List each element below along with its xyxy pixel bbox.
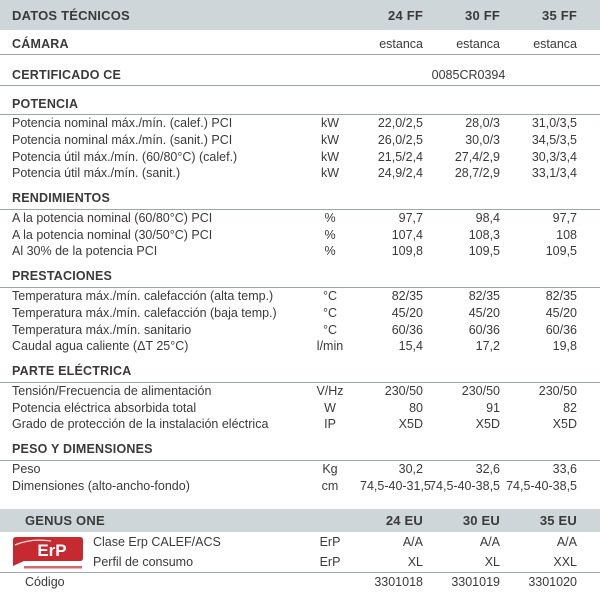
model-header: 24 FF xyxy=(388,7,423,23)
section-heading xyxy=(0,33,600,55)
spec-unit: kW xyxy=(320,149,340,164)
product-code-row xyxy=(0,572,600,591)
spec-label: Peso xyxy=(12,461,41,476)
spec-unit: °C xyxy=(322,289,338,304)
spec-value: 98,4 xyxy=(475,211,500,226)
spec-label: Potencia útil máx./mín. (60/80°C) (calef.) xyxy=(12,149,238,164)
spec-unit: % xyxy=(324,227,336,242)
spec-label: A la potencia nominal (60/80°C) PCI xyxy=(12,211,213,226)
spec-section xyxy=(0,266,600,355)
spec-value: 15,4 xyxy=(398,339,423,354)
model-header: 35 FF xyxy=(542,7,577,23)
spec-row xyxy=(0,461,600,478)
spec-value: X5D xyxy=(552,417,577,432)
spec-unit: IP xyxy=(324,417,336,432)
spec-value: 74,5-40-31,5 xyxy=(360,478,431,493)
section-title: POTENCIA xyxy=(12,96,79,111)
spec-value: 26,0/2,5 xyxy=(377,133,423,148)
spec-label: Temperatura máx./mín. calefacción (baja temp.) xyxy=(12,305,277,320)
spec-row xyxy=(0,210,600,227)
section-title: CERTIFICADO CE xyxy=(12,67,122,82)
spec-unit: Kg xyxy=(322,461,338,476)
spec-unit: l/min xyxy=(316,339,344,354)
spec-value: 33,6 xyxy=(552,461,577,476)
spec-row xyxy=(0,243,600,260)
spec-label: Potencia nominal máx./mín. (calef.) PCI xyxy=(12,116,233,131)
erp-label: Clase Erp CALEF/ACS xyxy=(93,535,221,549)
section-title: CÁMARA xyxy=(12,36,69,51)
spec-value: 82/35 xyxy=(391,289,423,304)
erp-row xyxy=(0,552,600,572)
section-title: PARTE ELÉCTRICA xyxy=(12,364,132,379)
spec-table-header xyxy=(0,0,600,30)
spec-value: 21,5/2,4 xyxy=(377,149,423,164)
section-title: RENDIMIENTOS xyxy=(12,191,111,206)
section-heading xyxy=(0,361,600,383)
erp-row xyxy=(0,532,600,552)
spec-row xyxy=(0,477,600,494)
erp-value: XL xyxy=(484,555,500,569)
spec-label: Potencia eléctrica absorbida total xyxy=(12,400,197,415)
section-heading xyxy=(0,188,600,210)
erp-unit: ErP xyxy=(319,555,341,569)
spec-section xyxy=(0,33,600,55)
erp-section xyxy=(0,532,600,591)
product-code: 3301019 xyxy=(451,575,500,589)
section-value: estanca xyxy=(456,36,500,51)
spec-section xyxy=(0,361,600,433)
spec-value: 74,5-40-38,5 xyxy=(506,478,577,493)
spec-value: 109,5 xyxy=(545,244,577,259)
spec-value: 45/20 xyxy=(468,305,500,320)
spec-row xyxy=(0,399,600,416)
spec-unit: % xyxy=(324,244,336,259)
spec-value: 22,0/2,5 xyxy=(377,116,423,131)
spec-row xyxy=(0,115,600,132)
spec-unit: kW xyxy=(320,133,340,148)
spec-label: Potencia útil máx./mín. (sanit.) xyxy=(12,166,181,181)
spec-label: Temperatura máx./mín. sanitario xyxy=(12,322,192,337)
spec-row xyxy=(0,226,600,243)
spec-row xyxy=(0,148,600,165)
model-header: 30 FF xyxy=(465,7,500,23)
spec-value: 108,3 xyxy=(468,227,500,242)
erp-logo-text: ErP xyxy=(37,541,67,560)
spec-value: 32,6 xyxy=(475,461,500,476)
section-title: PESO Y DIMENSIONES xyxy=(12,442,153,457)
erp-value: A/A xyxy=(402,535,423,549)
spec-label: Tensión/Frecuencia de alimentación xyxy=(12,383,212,398)
spec-unit: % xyxy=(324,211,336,226)
model-header: 24 EU xyxy=(385,513,423,528)
spec-label: Temperatura máx./mín. calefacción (alta temp.) xyxy=(12,289,274,304)
code-label: Código xyxy=(25,575,65,589)
section-heading xyxy=(0,64,600,86)
erp-logo-caption xyxy=(24,566,82,569)
spec-value: 109,5 xyxy=(468,244,500,259)
spec-value: 31,0/3,5 xyxy=(531,116,577,131)
spec-value: 60/36 xyxy=(468,322,500,337)
model-header: 35 EU xyxy=(539,513,577,528)
spec-sections xyxy=(0,33,600,494)
spec-value: 28,7/2,9 xyxy=(454,166,500,181)
product-code: 3301020 xyxy=(528,575,577,589)
spec-value: 27,4/2,9 xyxy=(454,149,500,164)
section-title: PRESTACIONES xyxy=(12,269,113,284)
spec-row xyxy=(0,288,600,305)
spec-unit: W xyxy=(324,400,336,415)
section-value: estanca xyxy=(379,36,423,51)
spec-value: 108 xyxy=(556,227,577,242)
spec-section xyxy=(0,93,600,182)
erp-unit: ErP xyxy=(319,535,341,549)
spec-value: 82 xyxy=(563,400,577,415)
spec-value: 45/20 xyxy=(545,305,577,320)
spec-value: 74,5-40-38,5 xyxy=(429,478,500,493)
spec-value: 24,9/2,4 xyxy=(377,166,423,181)
section-heading xyxy=(0,93,600,115)
spec-value: 28,0/3 xyxy=(465,116,500,131)
spec-value: 34,5/3,5 xyxy=(531,133,577,148)
spec-label: Caudal agua caliente (ΔT 25°C) xyxy=(12,339,189,354)
spec-value: 230/50 xyxy=(461,383,500,398)
certificate-number: 0085CR0394 xyxy=(431,67,506,82)
erp-value: XXL xyxy=(553,555,577,569)
spec-value: 107,4 xyxy=(391,227,423,242)
erp-value: A/A xyxy=(479,535,500,549)
spec-section xyxy=(0,188,600,260)
spec-unit: °C xyxy=(322,305,338,320)
erp-value: A/A xyxy=(556,535,577,549)
spec-label: Potencia nominal máx./mín. (sanit.) PCI xyxy=(12,133,233,148)
spec-row xyxy=(0,305,600,322)
spec-value: 230/50 xyxy=(538,383,577,398)
model-header: 30 EU xyxy=(462,513,500,528)
spec-section xyxy=(0,64,600,86)
spec-value: 230/50 xyxy=(384,383,423,398)
spec-value: 109,8 xyxy=(391,244,423,259)
spec-value: 80 xyxy=(409,400,423,415)
spec-unit: °C xyxy=(322,322,338,337)
section-value: estanca xyxy=(533,36,577,51)
erp-table-header xyxy=(0,509,600,532)
spec-value: 33,1/3,4 xyxy=(531,166,577,181)
spec-unit: V/Hz xyxy=(316,383,344,398)
spec-value: 97,7 xyxy=(398,211,423,226)
spec-row xyxy=(0,165,600,182)
spec-value: 82/35 xyxy=(468,289,500,304)
spec-value: 30,0/3 xyxy=(465,133,500,148)
spec-value: 45/20 xyxy=(391,305,423,320)
spec-row xyxy=(0,132,600,149)
spec-value: 82/35 xyxy=(545,289,577,304)
spec-label: Dimensiones (alto-ancho-fondo) xyxy=(12,478,190,493)
spec-value: 60/36 xyxy=(391,322,423,337)
spec-row xyxy=(0,416,600,433)
spec-value: X5D xyxy=(475,417,500,432)
spec-value: 97,7 xyxy=(552,211,577,226)
table-title: DATOS TÉCNICOS xyxy=(12,7,130,23)
spec-value: 91 xyxy=(486,400,500,415)
spec-label: Grado de protección de la instalación eléctrica xyxy=(12,417,269,432)
section-heading xyxy=(0,439,600,461)
spec-unit: kW xyxy=(320,116,340,131)
spec-row xyxy=(0,338,600,355)
product-code: 3301018 xyxy=(374,575,423,589)
spec-row xyxy=(0,321,600,338)
erp-logo xyxy=(11,536,85,574)
erp-value: XL xyxy=(407,555,423,569)
section-heading xyxy=(0,266,600,288)
spec-label: Al 30% de la potencia PCI xyxy=(12,244,158,259)
spec-section xyxy=(0,439,600,494)
spec-value: 30,2 xyxy=(398,461,423,476)
spec-unit: kW xyxy=(320,166,340,181)
spec-value: X5D xyxy=(398,417,423,432)
spec-value: 60/36 xyxy=(545,322,577,337)
spec-value: 17,2 xyxy=(475,339,500,354)
spec-label: A la potencia nominal (30/50°C) PCI xyxy=(12,227,213,242)
spec-row xyxy=(0,383,600,400)
spec-unit: cm xyxy=(321,478,339,493)
product-title: GENUS ONE xyxy=(25,513,105,528)
erp-label: Perfil de consumo xyxy=(93,555,194,569)
spec-value: 30,3/3,4 xyxy=(531,149,577,164)
spec-value: 19,8 xyxy=(552,339,577,354)
